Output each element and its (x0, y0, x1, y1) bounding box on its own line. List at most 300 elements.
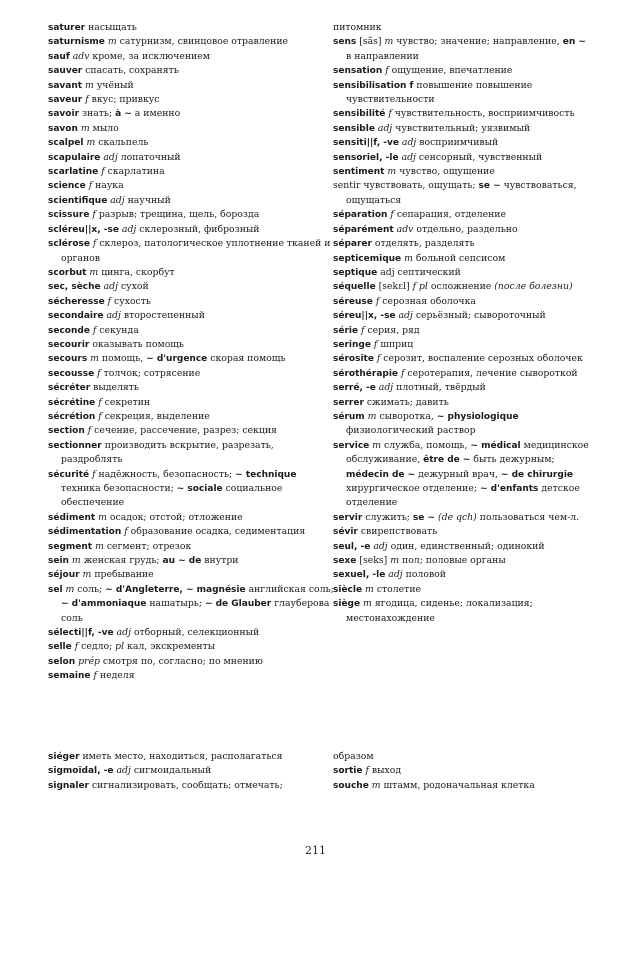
headword: sauver (48, 66, 83, 77)
grammar-label: prép (75, 655, 100, 667)
headword: sécréter (48, 383, 91, 394)
translation: склероз, патологическое уплотнение тканей и органов (61, 238, 331, 264)
translation: серотерапия, лечение сывороткой (404, 367, 578, 379)
translation: пол; половые органы (399, 555, 506, 567)
dictionary-entry (48, 21, 336, 35)
grammar-label: m (92, 540, 104, 552)
translation: сепарация, отделение (393, 209, 506, 221)
headword: séreuse (333, 296, 373, 307)
dictionary-entry (48, 50, 336, 64)
dictionary-entry (333, 295, 591, 309)
dictionary-entry (48, 424, 336, 438)
grammar-label: m (401, 252, 413, 264)
translation: сатурнизм, свинцовое отравление (116, 36, 289, 48)
grammar-label: f (362, 765, 369, 777)
headword: sauf (48, 51, 70, 62)
grammar-label: m (384, 36, 394, 48)
translation: серозная оболочка (379, 295, 476, 307)
dictionary-entry (333, 252, 591, 266)
dictionary-entry (48, 655, 336, 669)
grammar-label: adj (385, 569, 403, 581)
translation: сенсорный, чувственный (415, 151, 543, 163)
translation: глауберова соль (61, 598, 330, 624)
dictionary-entry (48, 640, 336, 654)
grammar-label: f (387, 209, 394, 221)
grammar-label: m (79, 569, 92, 581)
grammar-label: m (360, 598, 372, 610)
headword: séreu||x, -se (333, 311, 396, 322)
dictionary-entry (333, 79, 591, 108)
translation: сыворотка, (376, 410, 437, 422)
grammar-label: f (382, 65, 389, 77)
grammar-label: m (95, 511, 107, 523)
headword: segment (48, 541, 93, 552)
dictionary-entry (333, 568, 591, 582)
dictionary-entry (48, 468, 336, 511)
grammar-label: m (68, 555, 81, 567)
translation: толчок; сотрясение (100, 367, 201, 379)
headword: sentiment (333, 167, 385, 178)
dictionary-entry (333, 208, 591, 222)
translation: насыщать (85, 22, 137, 33)
dictionary-entry (333, 136, 591, 150)
headword: sexuel, -le (333, 570, 386, 581)
translation: научный (124, 194, 171, 206)
translation: социальное обеспечение (61, 483, 283, 509)
translation: надёжность, безопасность; (95, 468, 236, 480)
headword: sec, sèche (48, 282, 101, 293)
dictionary-entry (48, 165, 336, 179)
grammar-label: m (362, 583, 374, 595)
grammar-label: f (85, 180, 93, 192)
phrase: ~ d'enfants (479, 484, 539, 494)
headword: saveur (48, 95, 83, 106)
translation: столетие (373, 583, 422, 595)
headword: sécrétine (48, 397, 96, 408)
dictionary-entry (48, 324, 336, 338)
dictionary-entry (48, 764, 336, 778)
headword: séparément (333, 224, 394, 235)
headword: saturer (48, 23, 86, 33)
translation: [seks] (356, 555, 391, 567)
grammar-label: m (87, 353, 99, 365)
headword: sens (333, 37, 357, 48)
dictionary-entry (48, 511, 336, 525)
grammar-label: pl (115, 641, 125, 653)
headword: scléreu||x, -se (48, 224, 119, 235)
dictionary-entry (333, 352, 591, 366)
right-column (333, 21, 591, 626)
phrase: ~ d'urgence (146, 354, 208, 365)
dictionary-entry (333, 338, 591, 352)
translation: знать; (79, 108, 116, 120)
phrase: en ~ (562, 37, 586, 48)
translation: сечение, рассечение, разрез; секция (91, 425, 277, 437)
headword: seringe (333, 339, 371, 350)
translation: adj септический (377, 266, 461, 278)
dictionary-entry (48, 583, 336, 626)
headword: sexe (333, 556, 357, 567)
translation: сигмоидальный (130, 765, 212, 777)
translation: отборный, селекционный (130, 627, 260, 639)
dictionary-entry (48, 352, 336, 366)
dictionary-entry (333, 309, 591, 323)
translation: кроме, за исключением (89, 50, 210, 62)
translation: чувствительность, восприимчивость (391, 108, 575, 120)
grammar-label: adj (398, 137, 417, 149)
dictionary-entry (48, 309, 336, 323)
translation: свирепствовать (357, 526, 438, 538)
headword: sédimentation (48, 527, 122, 538)
translation: больной сепсисом (412, 252, 506, 264)
dictionary-entry (333, 511, 591, 525)
phrase: ~ de chirurgie (500, 469, 574, 480)
translation: сегмент; отрезок (103, 540, 192, 552)
phrase: médecin de ~ (346, 469, 416, 480)
translation: [sekɛl] (375, 281, 413, 293)
headword: sel (48, 584, 63, 595)
dictionary-entry (48, 295, 336, 309)
headword: série (333, 325, 359, 336)
translation: сухость (111, 295, 151, 307)
grammar-label: m (390, 555, 400, 567)
dictionary-entry (48, 179, 336, 193)
grammar-label: f (82, 94, 89, 106)
dictionary-entry (48, 107, 336, 121)
headword: sérosite (333, 354, 374, 365)
translation: серьёзный; сывороточный (412, 310, 546, 322)
dictionary-entry (48, 779, 336, 793)
translation: осложнение (427, 281, 495, 293)
dictionary-entry (48, 568, 336, 582)
translation: секреция, выделение (101, 410, 210, 422)
translation: сигнализировать, сообщать; отмечать; (89, 779, 283, 791)
grammar-label: f pl (412, 281, 428, 293)
translation: внутри (201, 555, 239, 567)
dictionary-entry (333, 179, 591, 208)
dictionary-entry (48, 367, 336, 381)
translation: женская грудь; (80, 555, 163, 567)
translation: чувство; значение; направление, (393, 36, 563, 48)
dictionary-entry (48, 79, 336, 93)
translation: склерозный, фиброзный (136, 223, 260, 235)
translation: а именно (131, 108, 181, 120)
headword: sensibilisation f (333, 80, 414, 91)
headword: secourir (48, 339, 90, 350)
phrase: se ~ (412, 512, 436, 523)
dictionary-entry (333, 540, 591, 554)
translation: спасать, сохранять (82, 65, 179, 77)
grammar-label: f (385, 108, 392, 120)
dictionary-entry (48, 194, 336, 208)
grammar-label: f (89, 324, 97, 336)
translation: английская соль; (245, 583, 334, 595)
dictionary-entry (333, 237, 591, 251)
headword: serrer (333, 397, 364, 408)
headword: savon (48, 123, 78, 134)
grammar-label: m (104, 36, 117, 48)
dictionary-entry (333, 439, 591, 511)
translation: седло; (78, 641, 116, 653)
translation: сжимать; давить (363, 396, 449, 408)
grammar-label: (после болезни) (494, 281, 573, 293)
translation: скарлатина (104, 166, 165, 178)
phrase: ~ physiologique (436, 411, 519, 422)
grammar-label: f (98, 166, 105, 178)
headword: semaine (48, 671, 91, 682)
grammar-label: adj (395, 310, 413, 322)
headword: séjour (48, 570, 80, 581)
grammar-label: f (90, 670, 97, 682)
dictionary-entry (48, 35, 336, 49)
translation: [sãs] (356, 36, 385, 48)
phrase: ~ d'Angleterre, ~ magnésie (105, 584, 246, 595)
translation: sentir чувствовать, ощущать; (333, 180, 479, 192)
headword: séparer (333, 239, 372, 250)
translation: штамм, родоначальная клетка (380, 779, 535, 791)
translation: иметь место, находиться, располагаться (79, 751, 283, 762)
dictionary-entry (48, 525, 336, 539)
headword: sécheresse (48, 296, 105, 307)
headword: scapulaire (48, 152, 101, 163)
grammar-label: f (95, 396, 102, 408)
dictionary-entry (333, 223, 591, 237)
translation: ягодица, сиденье; локализация; местонахождение (346, 598, 533, 624)
grammar-label: f (373, 353, 381, 365)
headword: scorbut (48, 267, 87, 278)
dictionary-entry (333, 525, 591, 539)
headword: sédiment (48, 512, 96, 523)
dictionary-entry (48, 626, 336, 640)
dictionary-entry (48, 136, 336, 150)
grammar-label: adv (393, 223, 414, 235)
headword: section (48, 426, 85, 437)
dictionary-entry (48, 410, 336, 424)
grammar-label: f (89, 209, 96, 221)
translation: лопаточный (117, 151, 181, 163)
translation: учёный (93, 79, 134, 91)
grammar-label: m (384, 166, 397, 178)
phrase: à ~ (115, 109, 132, 120)
headword: scarlatine (48, 167, 99, 178)
headword: sensible (333, 123, 375, 134)
headword: selon (48, 656, 76, 667)
headword: selle (48, 642, 72, 653)
headword: sérothérapie (333, 368, 399, 379)
grammar-label: adj (118, 223, 137, 235)
headword: septicemique (333, 253, 402, 264)
headword: sensiti||f, -ve (333, 138, 399, 149)
translation: выделять (90, 382, 139, 394)
headword: sortie (333, 766, 363, 777)
translation: секретин (101, 396, 151, 408)
headword: secours (48, 354, 88, 365)
page-number: 211 (305, 844, 326, 857)
grammar-label: m (368, 779, 381, 791)
translation: смотря по, согласно; по мнению (99, 655, 263, 667)
translation: отделять, разделять (371, 238, 475, 250)
translation: второстепенный (120, 310, 205, 322)
dictionary-entry (333, 165, 591, 179)
grammar-label: adj (113, 627, 131, 639)
grammar-label: f (89, 468, 96, 480)
phrase: ~ de Glauber (204, 599, 272, 610)
translation: скальпель (95, 137, 149, 149)
dictionary-entry (333, 750, 591, 764)
grammar-label: adj (103, 310, 121, 322)
headword: secondaire (48, 311, 104, 322)
grammar-label: adj (100, 281, 118, 293)
grammar-label: adj (374, 122, 393, 134)
grammar-label: m (77, 122, 90, 134)
headword: siège (333, 599, 361, 610)
translation: пребывание (91, 569, 154, 581)
translation: плотный, твёрдый (393, 382, 486, 394)
translation: быть дежурным; (470, 454, 555, 466)
headword: sensoriel, -le (333, 152, 399, 163)
dictionary-entry (333, 324, 591, 338)
translation: мыло (89, 122, 119, 134)
phrase: ~ sociale (176, 484, 223, 494)
headword: servir (333, 512, 363, 523)
dictionary-entry (48, 223, 336, 237)
headword: signaler (48, 780, 89, 791)
headword: science (48, 181, 86, 192)
grammar-label: f (89, 238, 97, 250)
headword: scissure (48, 210, 90, 221)
headword: siéger (48, 752, 80, 762)
translation: образом (333, 751, 374, 762)
grammar-label: adj (113, 765, 131, 777)
dictionary-entry (48, 338, 336, 352)
dictionary-entry (333, 764, 591, 778)
grammar-label: m (369, 439, 382, 451)
headword: secousse (48, 368, 95, 379)
grammar-label: m (364, 410, 377, 422)
headword: sigmoïdal, -e (48, 766, 114, 777)
grammar-label: adj (375, 382, 394, 394)
translation: сухой (118, 281, 149, 293)
headword: souche (333, 780, 369, 791)
translation: скорая помощь (207, 353, 286, 365)
translation: восприимчивый (416, 137, 499, 149)
translation: физиологический раствор (346, 425, 476, 437)
translation: оказывать помощь (89, 338, 184, 350)
grammar-label: (de qch) (435, 511, 477, 523)
phrase: au ~ de (162, 556, 202, 567)
grammar-label: adj (370, 540, 388, 552)
translation: производить вскрытие, разрезать, раздроблять (61, 439, 274, 466)
translation: отдельно, раздельно (413, 223, 518, 235)
dictionary-entry (48, 93, 336, 107)
dictionary-entry (333, 107, 591, 121)
translation: серия, ряд (364, 324, 420, 336)
translation: кал, экскременты (124, 641, 216, 653)
translation: питомник (333, 22, 382, 33)
translation: наука (92, 180, 124, 192)
headword: sécrétion (48, 411, 96, 422)
translation: образование осадка, седиментация (127, 526, 306, 538)
dictionary-entry (333, 122, 591, 136)
translation: серозит, воспаление серозных оболочек (380, 353, 583, 365)
translation: чувствительный; уязвимый (392, 122, 531, 134)
headword: serré, -e (333, 383, 376, 394)
dictionary-entry (48, 750, 336, 764)
headword: sérum (333, 411, 365, 422)
translation: неделя (96, 670, 135, 682)
grammar-label: f (95, 410, 102, 422)
dictionary-entry (48, 122, 336, 136)
dictionary-entry (333, 151, 591, 165)
grammar-label: m (86, 266, 99, 278)
grammar-label: m (82, 79, 94, 91)
bottom-left-column (48, 750, 336, 793)
translation: шприц (377, 338, 414, 350)
dictionary-entry (333, 280, 591, 294)
translation: ощущение, впечатление (388, 65, 513, 77)
dictionary-entry (48, 266, 336, 280)
translation: чувствоваться, ощущаться (346, 180, 577, 206)
dictionary-entry (48, 237, 336, 266)
grammar-label: adj (398, 151, 416, 163)
translation: дежурный врач, (415, 468, 501, 480)
grammar-label: f (398, 367, 405, 379)
phrase: ~ médical (470, 440, 521, 451)
dictionary-entry (333, 583, 591, 597)
translation: вкус; привкус (88, 94, 160, 106)
headword: séquelle (333, 282, 376, 293)
headword: saturnisme (48, 37, 105, 48)
grammar-label: f (94, 367, 101, 379)
dictionary-entry (333, 35, 591, 64)
headword: scalpel (48, 138, 84, 149)
grammar-label: adj (100, 151, 118, 163)
phrase: se ~ (478, 181, 501, 192)
headword: séparation (333, 210, 388, 221)
grammar-label: adv (69, 50, 90, 62)
headword: sclérose (48, 239, 90, 250)
dictionary-entry (333, 779, 591, 793)
dictionary-entry (333, 410, 591, 439)
dictionary-entry (333, 21, 591, 35)
translation: пользоваться чем-л. (476, 511, 580, 523)
dictionary-entry (48, 439, 336, 468)
headword: sélecti||f, -ve (48, 628, 114, 639)
phrase: ~ d'ammoniaque (61, 599, 147, 610)
dictionary-entry (48, 151, 336, 165)
translation: хирургическое отделение; (346, 483, 480, 494)
translation: техника безопасности; (61, 483, 177, 494)
dictionary-entry (48, 669, 336, 683)
grammar-label: f (358, 324, 365, 336)
dictionary-entry (48, 280, 336, 294)
headword: seul, -e (333, 541, 371, 552)
headword: siècle (333, 584, 363, 595)
dictionary-entry (333, 381, 591, 395)
translation: соль; (74, 583, 106, 595)
translation: осадок; отстой; отложение (106, 511, 243, 523)
grammar-label: f (104, 295, 112, 307)
translation: повышение повышение чувствительности (346, 79, 533, 106)
dictionary-entry (333, 597, 591, 626)
dictionary-entry (333, 64, 591, 78)
dictionary-entry (48, 540, 336, 554)
grammar-label: f (372, 295, 380, 307)
headword: sein (48, 556, 69, 567)
grammar-label: f (84, 425, 92, 437)
translation: служить; (362, 511, 413, 523)
translation: служба, помощь, (381, 439, 471, 451)
